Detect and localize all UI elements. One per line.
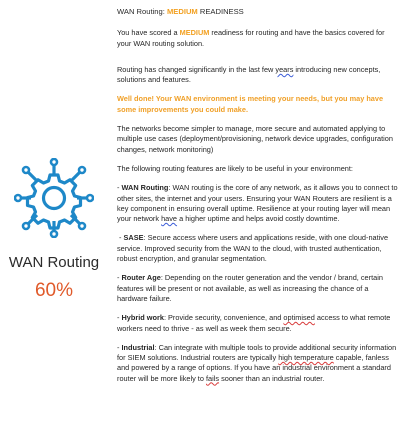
welldone-paragraph: Well done! Your WAN environment is meeting your needs, but you may have some improvements you could make. bbox=[117, 94, 384, 114]
intro-text-c: introducing new concepts, solutions and features. bbox=[117, 64, 381, 85]
item-label: WAN Routing bbox=[121, 183, 169, 193]
score-prefix: You have scored a bbox=[117, 28, 180, 38]
item-text-flagged: optimised bbox=[283, 313, 315, 323]
item-text-flagged: fails bbox=[205, 373, 220, 383]
item-text: sooner than an industrial router. bbox=[219, 373, 325, 383]
item-label: Router Age bbox=[121, 273, 161, 283]
report-heading bbox=[117, 7, 399, 17]
item-text: a higher uptime and helps avoid costly downtime. bbox=[177, 214, 340, 224]
score-percent: 60% bbox=[34, 280, 74, 301]
item-industrial bbox=[117, 343, 399, 384]
item-label: Hybrid work bbox=[121, 313, 164, 323]
item-sase bbox=[117, 233, 399, 264]
item-label: SASE bbox=[123, 233, 144, 243]
intro-paragraph bbox=[117, 65, 399, 86]
item-text: : WAN routing is the core of any network, as it allows you to connect to other sites, the internet and your users. Ensuring your WAN Routers are resilient is a key component in ensuring overall uptime. Resilience at your routing layer will mean your network bbox=[117, 183, 398, 224]
item-router-age bbox=[117, 273, 399, 304]
item-text: : Secure access where users and applications reside, with one cloud-native service. Improved security from the WAN to the cloud, with trusted authentication, robust encryption, and granular segmentation. bbox=[117, 233, 389, 264]
intro-text-b: years bbox=[275, 64, 294, 74]
item-text: access to what remote workers need to thrive - as well as week them secure. bbox=[117, 313, 391, 333]
item-text-flagged: have bbox=[161, 214, 178, 224]
readiness-report bbox=[117, 7, 399, 393]
item-dash: - bbox=[117, 233, 124, 243]
item-dash: - bbox=[117, 273, 122, 283]
item-text: capable, fanless and powered by a range of options. If you have an industrial environment a standard router will be more likely to bbox=[117, 353, 391, 383]
item-dash: - bbox=[117, 183, 122, 193]
score-level: MEDIUM bbox=[179, 28, 210, 38]
networks-paragraph: The networks become simpler to manage, more secure and automated applying to multiple use cases (deployment/provisioning, network device upgrades, configuration changes, network monitoring) bbox=[117, 124, 393, 154]
heading-prefix: WAN Routing: bbox=[117, 7, 167, 16]
gear-network-icon bbox=[14, 158, 94, 238]
item-text-flagged: high temperature bbox=[278, 353, 334, 363]
item-label: Industrial bbox=[121, 342, 155, 352]
item-dash: - bbox=[117, 342, 122, 352]
item-wan-routing bbox=[117, 183, 399, 224]
score-panel bbox=[0, 0, 108, 444]
item-hybrid-work bbox=[117, 313, 399, 334]
score-paragraph bbox=[117, 28, 399, 49]
score-suffix: readiness for routing and have the basics covered for your WAN routing solution. bbox=[117, 28, 385, 48]
item-text: : Depending on the router generation and the vendor / brand, certain features will be present or not available, as well as increasing the chance of a hardware failure. bbox=[117, 273, 383, 303]
category-title: WAN Routing bbox=[8, 254, 100, 271]
heading-level: MEDIUM bbox=[166, 7, 198, 16]
following-paragraph: The following routing features are likely to be useful in your environment: bbox=[117, 163, 353, 173]
intro-text-a: Routing has changed significantly in the last few bbox=[117, 64, 276, 74]
item-text: : Can integrate with multiple tools to provide additional security information for SIEM solutions. Industrial routers are typically bbox=[117, 342, 397, 363]
item-dash: - bbox=[117, 313, 122, 323]
item-text: : Provide security, convenience, and bbox=[163, 313, 284, 323]
heading-suffix: READINESS bbox=[197, 7, 244, 16]
